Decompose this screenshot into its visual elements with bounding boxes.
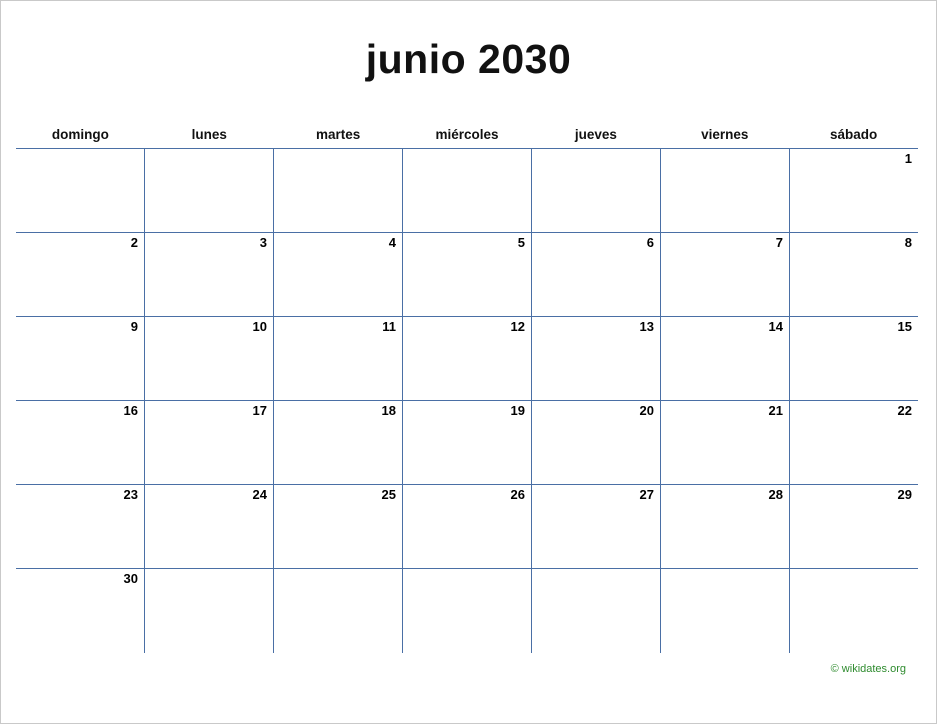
day-number: 22 (897, 403, 912, 418)
day-number: 21 (768, 403, 783, 418)
calendar-day-cell[interactable] (403, 149, 532, 232)
day-number: 26 (510, 487, 525, 502)
weekday-saturday: sábado (829, 127, 878, 142)
calendar-day-cell[interactable] (661, 233, 790, 316)
weekday-header-row (16, 127, 918, 148)
day-number: 14 (768, 319, 783, 334)
copyright-credit[interactable]: © wikidates.org (830, 663, 906, 675)
calendar-day-cell[interactable] (274, 401, 403, 484)
calendar-day-cell[interactable] (790, 401, 918, 484)
calendar-day-cell[interactable] (16, 401, 145, 484)
calendar-week-row (16, 317, 918, 401)
day-number: 7 (775, 235, 783, 250)
calendar-day-cell[interactable] (16, 317, 145, 400)
day-number: 15 (897, 319, 912, 334)
calendar-day-cell[interactable] (145, 149, 274, 232)
calendar-day-cell[interactable] (403, 401, 532, 484)
calendar-day-cell[interactable] (790, 317, 918, 400)
calendar-day-cell[interactable] (145, 569, 274, 653)
calendar-week-row (16, 149, 918, 233)
calendar-day-cell[interactable] (16, 485, 145, 568)
calendar-day-cell[interactable] (532, 485, 661, 568)
day-number: 1 (904, 151, 912, 166)
day-number: 25 (381, 487, 396, 502)
calendar-day-cell[interactable] (145, 485, 274, 568)
weekday-monday: lunes (191, 127, 227, 142)
day-number: 20 (639, 403, 654, 418)
calendar-day-cell[interactable] (661, 317, 790, 400)
calendar-day-cell[interactable] (661, 149, 790, 232)
day-number: 18 (381, 403, 396, 418)
day-number: 16 (123, 403, 138, 418)
weekday-tuesday: martes (316, 127, 361, 142)
calendar-day-cell[interactable] (661, 401, 790, 484)
calendar-day-cell[interactable] (403, 233, 532, 316)
day-number: 24 (252, 487, 267, 502)
calendar-day-cell[interactable] (790, 569, 918, 653)
calendar-day-cell[interactable] (16, 149, 145, 232)
calendar-day-cell[interactable] (532, 569, 661, 653)
calendar-day-cell[interactable] (274, 233, 403, 316)
day-number: 8 (904, 235, 912, 250)
calendar-day-cell[interactable] (532, 149, 661, 232)
day-number: 28 (768, 487, 783, 502)
calendar-day-cell[interactable] (403, 317, 532, 400)
weekday-sunday: domingo (51, 127, 109, 142)
day-number: 3 (259, 235, 267, 250)
calendar-week-row (16, 569, 918, 653)
day-number: 30 (123, 571, 138, 586)
calendar-week-row (16, 233, 918, 317)
calendar-day-cell[interactable] (145, 401, 274, 484)
day-number: 27 (639, 487, 654, 502)
calendar-day-cell[interactable] (790, 149, 918, 232)
calendar-day-cell[interactable] (403, 485, 532, 568)
day-number: 10 (252, 319, 267, 334)
calendar (16, 127, 918, 653)
day-number: 12 (510, 319, 525, 334)
calendar-day-cell[interactable] (274, 569, 403, 653)
calendar-day-cell[interactable] (403, 569, 532, 653)
day-number: 23 (123, 487, 138, 502)
page-title: junio 2030 (365, 36, 572, 82)
calendar-day-cell[interactable] (16, 569, 145, 653)
calendar-week-row (16, 485, 918, 569)
calendar-week-row (16, 401, 918, 485)
calendar-day-cell[interactable] (274, 149, 403, 232)
day-number: 17 (252, 403, 267, 418)
day-number: 4 (388, 235, 396, 250)
weekday-friday: viernes (701, 127, 749, 142)
day-number: 29 (897, 487, 912, 502)
calendar-day-cell[interactable] (661, 569, 790, 653)
day-number: 5 (517, 235, 525, 250)
day-number: 11 (382, 319, 396, 334)
calendar-day-cell[interactable] (790, 233, 918, 316)
weekday-wednesday: miércoles (435, 127, 499, 142)
calendar-day-cell[interactable] (532, 401, 661, 484)
calendar-day-cell[interactable] (16, 233, 145, 316)
calendar-day-cell[interactable] (790, 485, 918, 568)
calendar-grid (16, 148, 918, 653)
day-number: 2 (130, 235, 138, 250)
calendar-day-cell[interactable] (532, 233, 661, 316)
weekday-thursday: jueves (574, 127, 617, 142)
calendar-day-cell[interactable] (145, 233, 274, 316)
day-number: 6 (646, 235, 654, 250)
calendar-day-cell[interactable] (532, 317, 661, 400)
day-number: 13 (639, 319, 654, 334)
day-number: 9 (130, 319, 138, 334)
calendar-day-cell[interactable] (661, 485, 790, 568)
calendar-day-cell[interactable] (145, 317, 274, 400)
day-number: 19 (510, 403, 525, 418)
calendar-day-cell[interactable] (274, 485, 403, 568)
calendar-day-cell[interactable] (274, 317, 403, 400)
